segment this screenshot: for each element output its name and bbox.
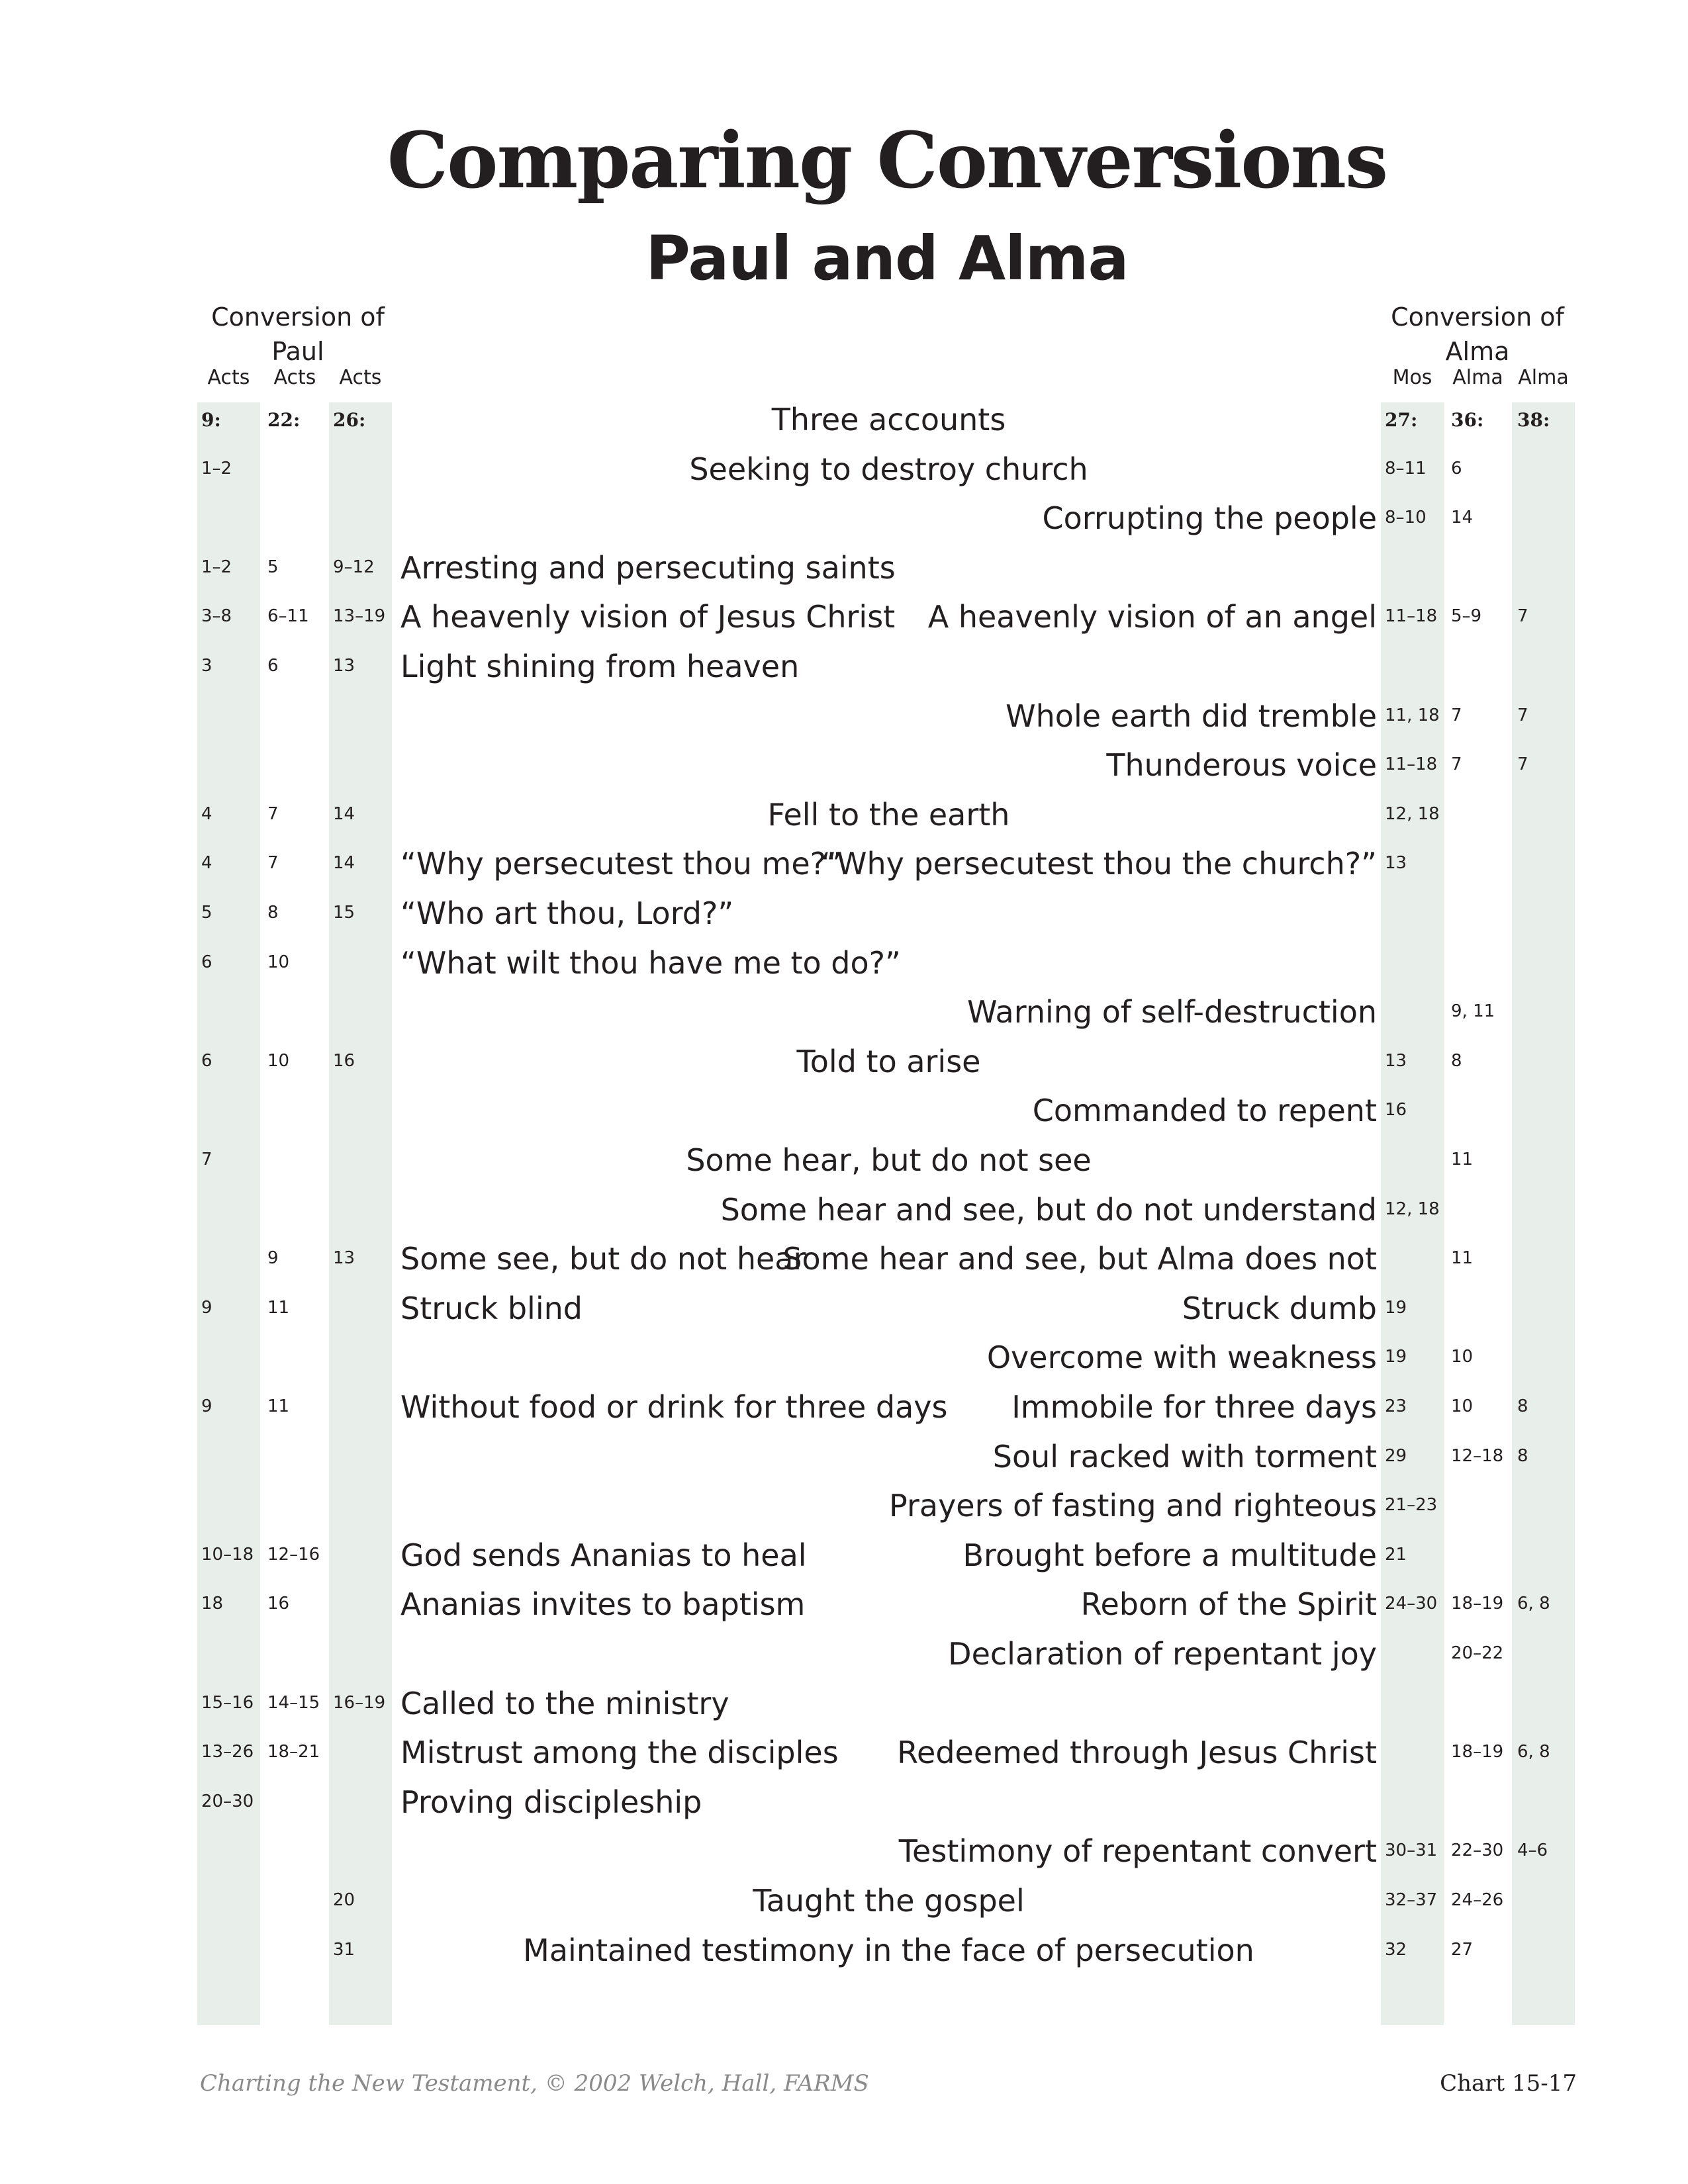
paul-ref-cell: 31: [333, 1939, 355, 1960]
paul-ref-cell: 6–11: [267, 606, 309, 627]
alma-event-text: Prayers of fasting and righteous: [889, 1488, 1377, 1524]
alma-ref-cell: 8–10: [1385, 508, 1427, 528]
alma-ref-cell: 21–23: [1385, 1495, 1438, 1516]
alma-event-text: Commanded to repent: [1032, 1093, 1377, 1129]
alma-ref-cell: 12, 18: [1385, 1199, 1440, 1219]
paul-event-text: Struck blind: [400, 1290, 583, 1326]
alma-ref-cell: 7: [1451, 754, 1462, 775]
paul-ref-cell: 7: [267, 853, 279, 874]
alma-event-text: Struck dumb: [1182, 1290, 1377, 1326]
paul-group-line2: Paul: [271, 337, 324, 366]
alma-ref-cell: 20–22: [1451, 1643, 1504, 1663]
alma-event-text: Overcome with weakness: [986, 1340, 1377, 1376]
alma-ref-cell: 19: [1385, 1347, 1407, 1367]
paul-ref-cell: 26:: [333, 409, 366, 431]
paul-ref-cell: 9: [201, 1396, 212, 1416]
alma-ref-cell: 32: [1385, 1939, 1407, 1960]
paul-ref-cell: 15: [333, 903, 355, 923]
paul-event-text: “Who art thou, Lord?”: [400, 895, 734, 931]
paul-ref-cell: 11: [267, 1396, 290, 1416]
paul-event-text: “Why persecutest thou me?”: [400, 846, 842, 882]
alma-ref-cell: 18–19: [1451, 1742, 1504, 1762]
paul-ref-cell: 14–15: [267, 1692, 320, 1713]
alma-ref-cell: 11–18: [1385, 754, 1438, 775]
paul-event-text: “What wilt thou have me to do?”: [400, 944, 901, 981]
alma-ref-cell: 13: [1385, 1050, 1407, 1071]
paul-ref-cell: 6: [267, 656, 279, 676]
alma-ref-cell: 11: [1451, 1248, 1474, 1269]
alma-ref-cell: 18–19: [1451, 1594, 1504, 1614]
paul-ref-cell: 13: [333, 656, 355, 676]
page-subtitle: Paul and Alma: [645, 223, 1129, 294]
alma-event-text: Brought before a multitude: [962, 1537, 1377, 1573]
alma-ref-cell: 7: [1451, 705, 1462, 725]
alma-ref-cell: 13: [1385, 853, 1407, 874]
column-band-alma-38: [1512, 402, 1575, 2025]
paul-ref-cell: 6: [201, 952, 212, 972]
alma-event-text: Declaration of repentant joy: [948, 1636, 1377, 1672]
paul-event-text: Light shining from heaven: [400, 649, 800, 684]
alma-ref-cell: 22–30: [1451, 1841, 1504, 1861]
shared-event-text: Some hear, but do not see: [686, 1142, 1092, 1178]
footer-source-text: Charting the New Testament, © 2002 Welch, Hall, FARMS: [200, 2070, 869, 2097]
paul-event-text: Arresting and persecuting saints: [400, 549, 896, 586]
paul-ref-cell: 18: [201, 1594, 224, 1614]
paul-ref-cell: 1–2: [201, 458, 232, 478]
paul-ref-cell: 14: [333, 803, 355, 824]
shared-event-text: Seeking to destroy church: [689, 451, 1088, 487]
paul-ref-cell: 8: [267, 903, 279, 923]
alma-event-text: Immobile for three days: [1011, 1389, 1377, 1425]
paul-ref-cell: 9:: [201, 409, 221, 431]
paul-ref-cell: 1–2: [201, 557, 232, 577]
alma-ref-cell: 21: [1385, 1544, 1407, 1565]
alma-ref-cell: 29: [1385, 1445, 1407, 1466]
alma-group-header: [1378, 300, 1577, 369]
alma-event-text: Redeemed through Jesus Christ: [897, 1735, 1377, 1771]
alma-ref-cell: 11, 18: [1385, 705, 1440, 725]
paul-ref-cell: 9: [267, 1248, 279, 1269]
alma-ref-cell: 32–37: [1385, 1890, 1438, 1910]
paul-ref-cell: 4: [201, 853, 212, 874]
shared-event-text: Three accounts: [771, 402, 1006, 437]
paul-ref-cell: 16: [333, 1050, 355, 1071]
alma-ref-cell: 23: [1385, 1396, 1407, 1416]
alma-ref-cell: 7: [1517, 606, 1528, 627]
paul-ref-cell: 18–21: [267, 1742, 320, 1762]
alma-ref-cell: 24–26: [1451, 1890, 1504, 1910]
alma-ref-cell: 12, 18: [1385, 803, 1440, 824]
paul-event-text: Ananias invites to baptism: [400, 1586, 806, 1623]
alma-ref-cell: 8: [1517, 1396, 1528, 1416]
alma-ref-cell: 10: [1451, 1396, 1474, 1416]
paul-group-header: [199, 300, 397, 369]
alma-event-text: Testimony of repentant convert: [898, 1833, 1377, 1870]
alma-event-text: Thunderous voice: [1106, 747, 1377, 784]
footer-source: [200, 2070, 869, 2097]
paul-event-text: Mistrust among the disciples: [400, 1735, 839, 1771]
alma-ref-cell: 16: [1385, 1100, 1407, 1120]
paul-ref-cell: 7: [267, 803, 279, 824]
paul-event-text: Some see, but do not hear: [400, 1241, 806, 1277]
shared-event-text: Taught the gospel: [753, 1883, 1025, 1919]
paul-event-text: Proving discipleship: [400, 1784, 702, 1820]
paul-ref-cell: 5: [267, 557, 279, 577]
alma-ref-cell: 8–11: [1385, 458, 1427, 478]
paul-ref-cell: 22:: [267, 409, 301, 431]
paul-ref-cell: 20: [333, 1890, 355, 1910]
paul-ref-cell: 3–8: [201, 606, 232, 627]
paul-ref-cell: 12–16: [267, 1544, 320, 1565]
alma-event-text: “Why persecutest thou the church?”: [821, 846, 1377, 882]
paul-ref-cell: 20–30: [201, 1791, 254, 1811]
column-header-acts-26: Acts: [339, 366, 382, 389]
page-title: Comparing Conversions: [387, 116, 1387, 206]
alma-ref-cell: 10: [1451, 1347, 1474, 1367]
paul-ref-cell: 5: [201, 903, 212, 923]
paul-group-line1: Conversion of: [211, 302, 385, 332]
shared-event-text: Fell to the earth: [767, 796, 1010, 833]
alma-event-text: Warning of self-destruction: [966, 994, 1377, 1030]
paul-event-text: Without food or drink for three days: [400, 1389, 948, 1425]
paul-ref-cell: 14: [333, 853, 355, 874]
paul-event-text: A heavenly vision of Jesus Christ: [400, 599, 896, 635]
alma-ref-cell: 5–9: [1451, 606, 1482, 627]
paul-ref-cell: 4: [201, 803, 212, 824]
paul-ref-cell: 16: [267, 1594, 290, 1614]
alma-ref-cell: 19: [1385, 1297, 1407, 1318]
paul-ref-cell: 13–26: [201, 1742, 254, 1762]
paul-event-text: God sends Ananias to heal: [400, 1537, 807, 1573]
paul-event-text: Called to the ministry: [400, 1685, 729, 1721]
alma-ref-cell: 6, 8: [1517, 1594, 1550, 1614]
paul-ref-cell: 3: [201, 656, 212, 676]
paul-ref-cell: 11: [267, 1297, 290, 1318]
column-band-acts-9: [197, 402, 260, 2025]
alma-ref-cell: 14: [1451, 508, 1474, 528]
paul-ref-cell: 13–19: [333, 606, 386, 627]
alma-ref-cell: 30–31: [1385, 1841, 1438, 1861]
paul-ref-cell: 9–12: [333, 557, 375, 577]
alma-event-text: Some hear and see, but Alma does not: [782, 1241, 1377, 1277]
alma-group-line1: Conversion of: [1391, 302, 1564, 332]
alma-ref-cell: 27: [1451, 1939, 1474, 1960]
alma-ref-cell: 8: [1451, 1050, 1462, 1071]
alma-event-text: Corrupting the people: [1042, 500, 1377, 537]
paul-ref-cell: 10–18: [201, 1544, 254, 1565]
column-band-acts-26: [329, 402, 392, 2025]
paul-ref-cell: 7: [201, 1150, 212, 1169]
alma-ref-cell: 8: [1517, 1445, 1528, 1466]
column-header-alma-38: Alma: [1518, 366, 1569, 389]
paul-ref-cell: 10: [267, 952, 290, 972]
column-header-mosiah-27: Mos: [1392, 366, 1432, 389]
column-header-acts-22: Acts: [273, 366, 316, 389]
alma-ref-cell: 6, 8: [1517, 1742, 1550, 1762]
shared-event-text: Maintained testimony in the face of persecution: [523, 1932, 1254, 1968]
paul-ref-cell: 9: [201, 1297, 212, 1318]
paul-ref-cell: 13: [333, 1248, 355, 1269]
shared-event-text: Told to arise: [796, 1043, 981, 1079]
alma-ref-cell: 6: [1451, 458, 1462, 478]
alma-ref-cell: 4–6: [1517, 1841, 1548, 1861]
alma-ref-cell: 12–18: [1451, 1445, 1504, 1466]
alma-ref-cell: 9, 11: [1451, 1001, 1495, 1022]
footer-chart-number: Chart 15-17: [1440, 2070, 1577, 2097]
alma-event-text: A heavenly vision of an angel: [927, 599, 1377, 635]
paul-ref-cell: 16–19: [333, 1692, 386, 1713]
paul-ref-cell: 15–16: [201, 1692, 254, 1713]
alma-ref-cell: 7: [1517, 754, 1528, 775]
alma-ref-cell: 11: [1451, 1150, 1474, 1169]
paul-ref-cell: 6: [201, 1050, 212, 1071]
alma-event-text: Whole earth did tremble: [1006, 698, 1377, 734]
alma-event-text: Soul racked with torment: [992, 1438, 1377, 1475]
column-header-acts-9: Acts: [207, 366, 250, 389]
alma-ref-cell: 27:: [1385, 409, 1418, 431]
alma-ref-cell: 11–18: [1385, 606, 1438, 627]
alma-event-text: Some hear and see, but do not understand: [720, 1191, 1377, 1228]
alma-ref-cell: 7: [1517, 705, 1528, 725]
paul-ref-cell: 10: [267, 1050, 290, 1071]
alma-group-line2: Alma: [1445, 337, 1510, 366]
column-header-alma-36: Alma: [1452, 366, 1503, 389]
alma-event-text: Reborn of the Spirit: [1080, 1586, 1377, 1623]
alma-ref-cell: 36:: [1451, 409, 1484, 431]
alma-ref-cell: 38:: [1517, 409, 1550, 431]
alma-ref-cell: 24–30: [1385, 1594, 1438, 1614]
